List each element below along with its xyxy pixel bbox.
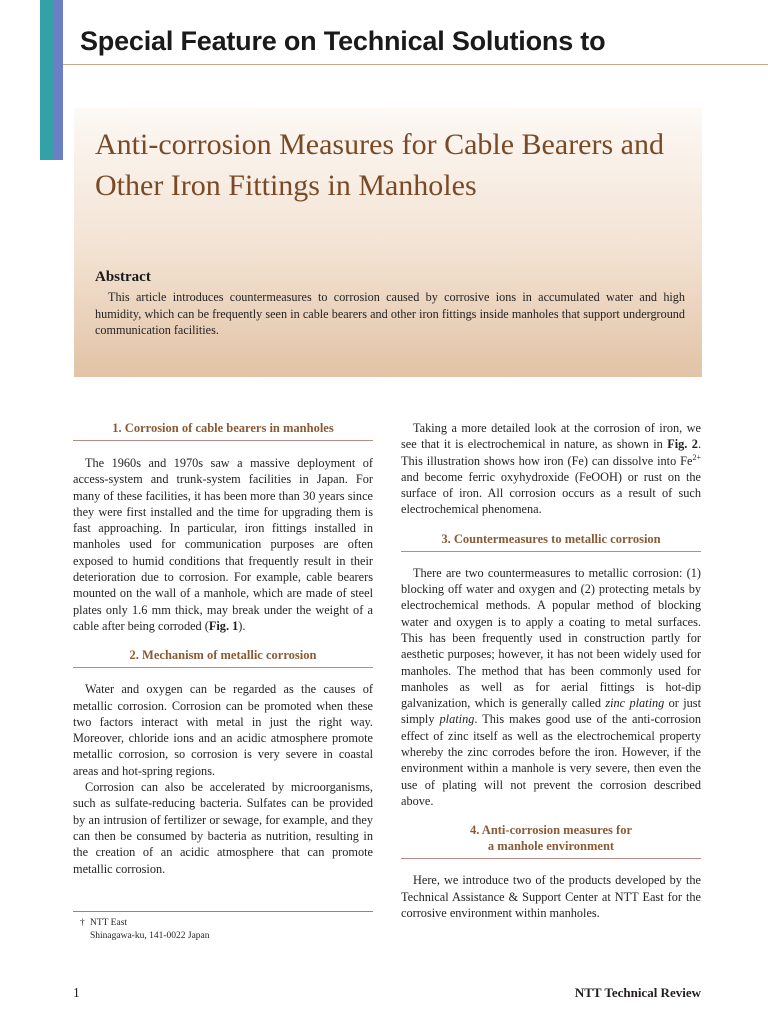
section-1-paragraph: The 1960s and 1970s saw a massive deployment of access-system and trunk-system facilities in Japan. For many of these facilities, it has been more than 30 years since they were first installed and the time for upgrading them is fast approaching. In particular, iron fittings installed in manholes used for communication purposes are often exposed to humid conditions that frequently result in their deterioration due to corrosion. For example, cable bearers mounted on the wall of a manhole, which are made of steel plates only 1.6 mm thick, may break under the weight of a cable after being corroded (Fig. 1). [73,456,373,633]
section-2-paragraph-2: Corrosion can also be accelerated by microorganisms, such as sulfate-reducing bacteria. Sulfates can be provided by an intrusion of fertilizer or sewage, for example, and they can then be consumed by bacteria as nutrition, resulting in the creation of an acidic atmosphere that can promote metallic corrosion. [73,780,373,876]
section-3-paragraph: There are two countermeasures to metallic corrosion: (1) blocking off water and oxygen and (2) protecting metals by electrochemical methods. A popular method of blocking water and oxygen is to apply a coating to metal surfaces. This has been frequently used in construction partly for aesthetic purposes; however, it has not been widely used for manholes. The method that has been commonly used for manholes as well as for aerial fittings is hot-dip galvanization, which is generally called zinc plating or just simply plating. This makes good use of the anti-corrosion effect of zinc itself as well as the electrochemical property whereby the zinc corrodes before the iron. However, if the environment within a manhole is very severe, then even the use of plating will not prevent the corrosion described above. [401,565,701,808]
section-2-paragraph-1: Water and oxygen can be regarded as the causes of metallic corrosion. Corrosion can be promoted when these two factors interact with metal in just the right way. Moreover, chloride ions and an acidic atmosphere promote metallic corrosion, so corrosion is very severe in coastal areas and hot-spring regions. [73,682,373,778]
accent-bar-blue [54,0,63,160]
header-rule [63,64,768,65]
journal-name: NTT Technical Review [574,985,701,1000]
fig-2-reference: Fig. 2 [667,437,698,452]
fig-1-reference: Fig. 1 [208,618,239,633]
section-2-paragraph-3: Taking a more detailed look at the corrosion of iron, we see that it is electrochemical in nature, as shown in Fig. 2. This illustration shows how iron (Fe) can dissolve into $Fe^{2+}$ and become ferric oxyhydroxide (FeOOH) or rust on the surface of iron. All corrosion occurs as a result of such electrochemical phenomena. [401,421,702,517]
right-column [401,420,701,921]
section-2-heading: 2. Mechanism of metallic corrosion [73,647,373,668]
section-4-paragraph: Here, we introduce two of the products developed by the Technical Assistance & Support Center at NTT East for the corrosive environment within manholes. [401,873,701,920]
footnote [80,917,210,942]
left-column [73,420,373,877]
page-number: 1 [73,985,80,1000]
special-feature-title: Special Feature on Technical Solutions to [80,26,606,56]
abstract-text: This article introduces countermeasures to corrosion caused by corrosive ions in accumulated water and high humidity, which can be frequently seen in cable bearers and other iron fittings inside manholes that support underground communication facilities. [95,290,685,337]
section-1-heading: 1. Corrosion of cable bearers in manholes [73,420,373,441]
footnote-address: Shinagawa-ku, 141-0022 Japan [90,930,210,941]
section-3-heading: 3. Countermeasures to metallic corrosion [401,531,701,552]
article-title: Anti-corrosion Measures for Cable Bearers and Other Iron Fittings in Manholes [95,128,664,202]
footnote-rule [73,911,373,912]
accent-bar-teal [40,0,54,160]
dagger-mark: † [80,918,85,928]
section-4-heading: 4. Anti-corrosion measures for a manhole environment [401,822,701,859]
abstract-heading: Abstract [95,269,151,285]
footnote-org: NTT East [90,918,128,928]
